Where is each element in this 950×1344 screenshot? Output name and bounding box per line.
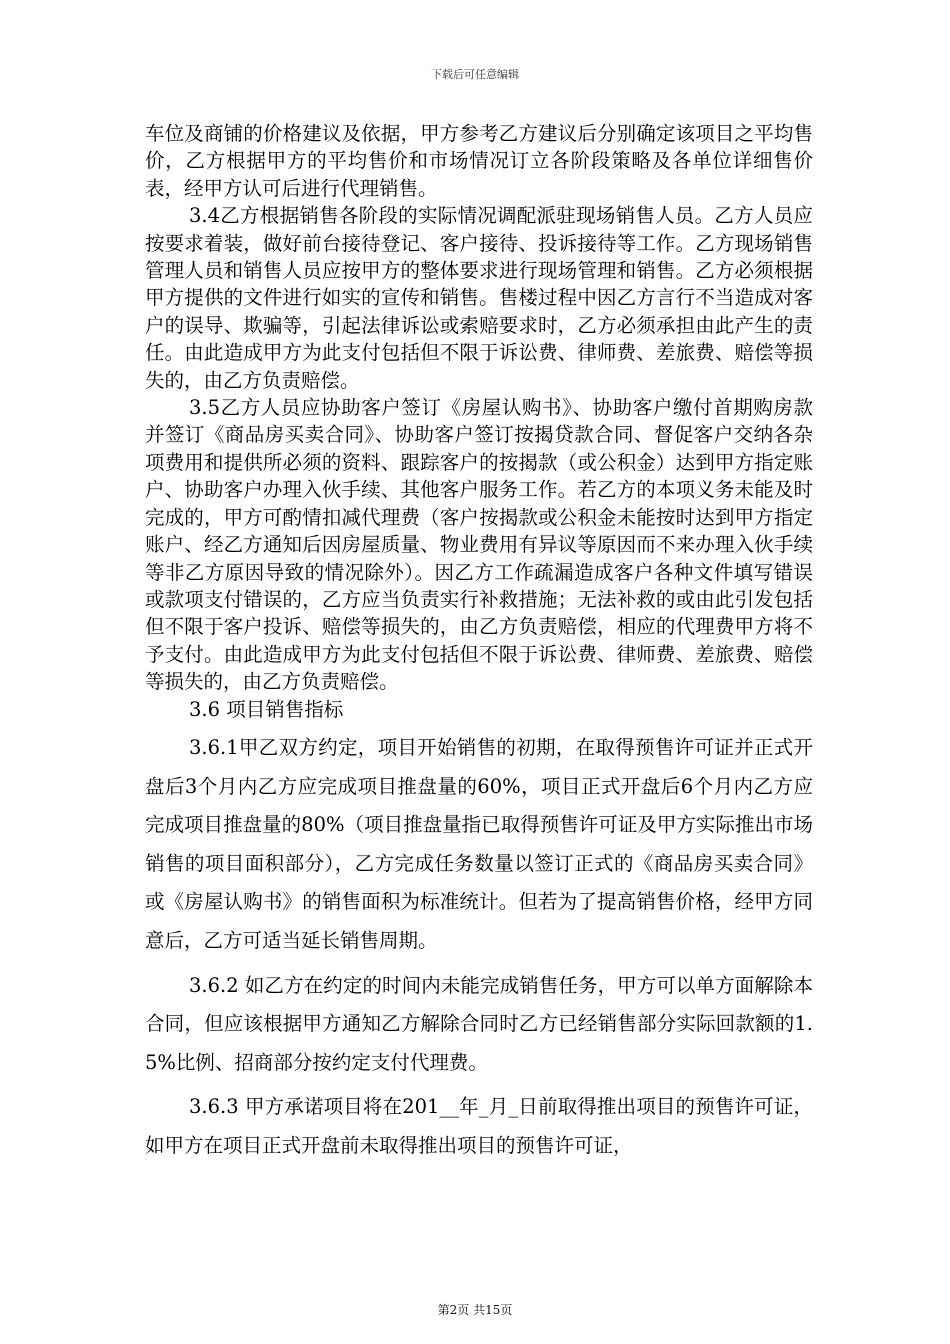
- paragraph-3-6-1: 3.6.1甲乙双方约定，项目开始销售的初期，在取得预售许可证并正式开盘后3个月内乙方应完成项目推盘量的60%，项目正式开盘后6个月内乙方应完成项目推盘量的80%（项目推盘量指已取得预售许可证及甲方实际推出市场销售的项目面积部分），乙方完成任务数量以签订正式的《商品房买卖合同》或《房屋认购书》的销售面积为标准统计。但若为了提高销售价格，经甲方同意后，乙方可适当延长销售周期。: [145, 735, 813, 952]
- paragraph-3-6-2: 3.6.2 如乙方在约定的时间内未能完成销售任务，甲方可以单方面解除本合同，但应该根据甲方通知乙方解除合同时乙方已经销售部分实际回款额的1.5%比例、招商部分按约定支付代理费。: [145, 973, 813, 1074]
- paragraph-3-6-3: 3.6.3 甲方承诺项目将在201__年_月_日前取得推出项目的预售许可证，如甲方在项目正式开盘前未取得推出项目的预售许可证，: [145, 1095, 813, 1157]
- paragraph-continuation: 车位及商铺的价格建议及依据，甲方参考乙方建议后分别确定该项目之平均售价，乙方根据甲方的平均售价和市场情况订立各阶段策略及各单位详细售价表，经甲方认可后进行代理销售。: [145, 122, 813, 200]
- paragraph-3-5: 3.5乙方人员应协助客户签订《房屋认购书》、协助客户缴付首期购房款并签订《商品房买卖合同》、协助客户签订按揭贷款合同、督促客户交纳各杂项费用和提供所必须的资料、跟踪客户的按揭款（或公积金）达到甲方指定账户、协助客户办理入伙手续、其他客户服务工作。若乙方的本项义务未能及时完成的，甲方可酌情扣减代理费（客户按揭款或公积金未能按时达到甲方指定账户、经乙方通知后因房屋质量、物业费用有异议等原因而不来办理入伙手续等非乙方原因导致的情况除外）。因乙方工作疏漏造成客户各种文件填写错误或款项支付错误的，乙方应当负责实行补救措施；无法补救的或由此引发包括但不限于客户投诉、赔偿等损失的，由乙方负责赔偿，相应的代理费甲方将不予支付。由此造成甲方为此支付包括但不限于诉讼费、律师费、差旅费、赔偿等损失的，由乙方负责赔偿。: [145, 396, 813, 694]
- document-body: [145, 120, 813, 1165]
- page-number: 第2页 共15页: [437, 1303, 513, 1317]
- section-heading-3-6: 3.6 项目销售指标: [189, 697, 344, 721]
- paragraph-3-4: 3.4乙方根据销售各阶段的实际情况调配派驻现场销售人员。乙方人员应按要求着装，做好前台接待登记、客户接待、投诉接待等工作。乙方现场销售管理人员和销售人员应按甲方的整体要求进行现场管理和销售。乙方必须根据甲方提供的文件进行如实的宣传和销售。售楼过程中因乙方言行不当造成对客户的误导、欺骗等，引起法律诉讼或索赔要求时，乙方必须承担由此产生的责任。由此造成甲方为此支付包括但不限于诉讼费、律师费、差旅费、赔偿等损失的，由乙方负责赔偿。: [145, 204, 813, 392]
- header-note: 下载后可任意编辑: [431, 68, 519, 81]
